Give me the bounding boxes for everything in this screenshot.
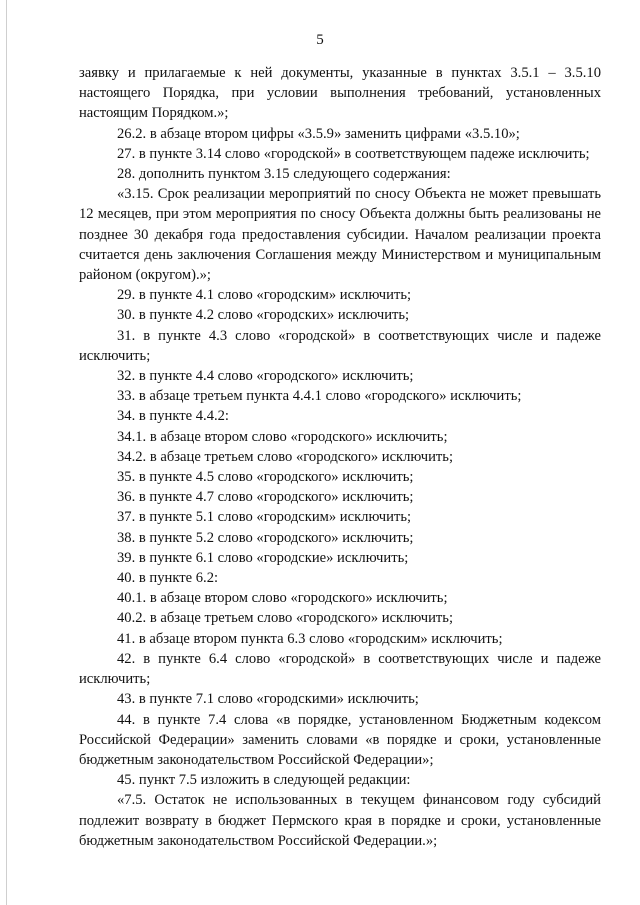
paragraph: 33. в абзаце третьем пункта 4.4.1 слово «городского» исключить;	[117, 388, 522, 405]
paragraph: 28. дополнить пунктом 3.15 следующего содержания:	[117, 166, 451, 183]
paragraph: 43. в пункте 7.1 слово «городскими» исключить;	[117, 691, 419, 708]
paragraph: 40.1. в абзаце втором слово «городского» исключить;	[117, 590, 448, 607]
paragraph: 44. в пункте 7.4 слова «в порядке, установленном Бюджетным кодексом Российской Федерации» заменить словами «в порядке и сроки, установленные бюджетным законодательством Российской Федерации»;	[79, 711, 601, 768]
paragraph: 34.2. в абзаце третьем слово «городского» исключить;	[117, 448, 454, 465]
document-body	[79, 63, 601, 851]
paragraph: 40.2. в абзаце третьем слово «городского» исключить;	[117, 610, 454, 627]
paragraph: 39. в пункте 6.1 слово «городские» исключить;	[117, 549, 409, 566]
paragraph: «3.15. Срок реализации мероприятий по сносу Объекта не может превышать 12 месяцев, при этом мероприятия по сносу Объекта должны быть реализованы не позднее 30 декабря года предоставления субсидии. Началом реализации проекта считается день заключения Соглашения между Министерством и муниципальным районом (округом).»;	[79, 186, 601, 284]
paragraph: 42. в пункте 6.4 слово «городской» в соответствующих числе и падеже исключить;	[79, 650, 601, 688]
page-number: 5	[316, 32, 324, 48]
paragraph: 35. в пункте 4.5 слово «городского» исключить;	[117, 469, 414, 486]
paragraph: заявку и прилагаемые к ней документы, указанные в пунктах 3.5.1 – 3.5.10 настоящего Порядка, при условии выполнения требований, установленных настоящим Порядком.»;	[79, 65, 601, 122]
paragraph: 38. в пункте 5.2 слово «городского» исключить;	[117, 529, 414, 546]
paragraph: 31. в пункте 4.3 слово «городской» в соответствующих числе и падеже исключить;	[79, 327, 601, 364]
paragraph: 32. в пункте 4.4 слово «городского» исключить;	[117, 368, 414, 385]
scan-edge-line	[6, 0, 7, 905]
paragraph: 26.2. в абзаце втором цифры «3.5.9» заменить цифрами «3.5.10»;	[117, 125, 520, 142]
paragraph: 45. пункт 7.5 изложить в следующей редакции:	[117, 772, 411, 789]
paragraph: 41. в абзаце втором пункта 6.3 слово «городским» исключить;	[117, 630, 503, 647]
paragraph: 40. в пункте 6.2:	[117, 570, 219, 587]
paragraph: 30. в пункте 4.2 слово «городских» исключить;	[117, 307, 410, 324]
paragraph: 34.1. в абзаце втором слово «городского» исключить;	[117, 428, 448, 445]
paragraph: 34. в пункте 4.4.2:	[117, 408, 229, 425]
paragraph: 29. в пункте 4.1 слово «городским» исключить;	[117, 287, 412, 304]
paragraph: 27. в пункте 3.14 слово «городской» в соответствующем падеже исключить;	[117, 145, 590, 162]
paragraph: 37. в пункте 5.1 слово «городским» исключить;	[117, 509, 412, 526]
paragraph: 36. в пункте 4.7 слово «городского» исключить;	[117, 489, 414, 506]
paragraph: «7.5. Остаток не использованных в текущем финансовом году субсидий подлежит возврату в бюджет Пермского края в порядке и сроки, установленные бюджетным законодательством Российской Федерации.»;	[79, 792, 601, 849]
